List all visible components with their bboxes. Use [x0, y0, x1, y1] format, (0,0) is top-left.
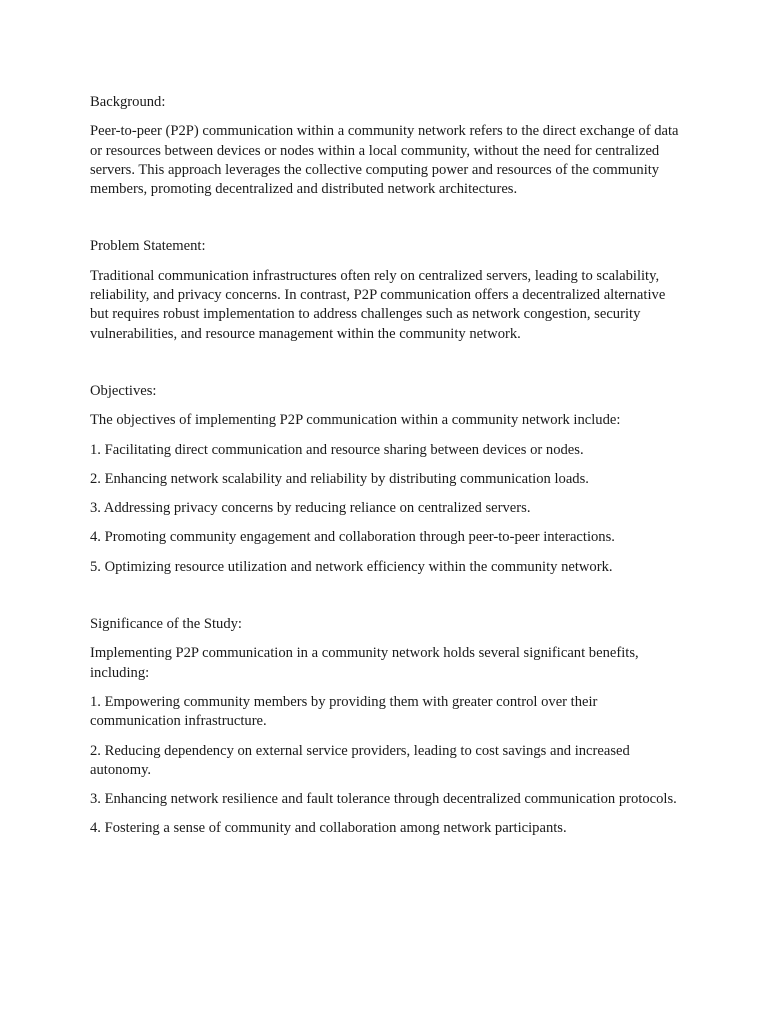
section-heading: Significance of the Study:	[90, 616, 242, 633]
paragraph-intro: The objectives of implementing P2P communication within a community network include:	[90, 412, 621, 429]
document-body	[90, 93, 686, 839]
section-heading: Background:	[90, 94, 166, 110]
section-heading: Objectives:	[90, 382, 157, 399]
list-item: 1. Facilitating direct communication and resource sharing between devices or nodes.	[90, 441, 584, 458]
paragraph-intro: Implementing P2P communication in a community network holds several significant benefits, including:	[90, 645, 639, 681]
list-item: 1. Empowering community members by providing them with greater control over their communication infrastructure.	[90, 693, 598, 730]
section-background	[90, 93, 686, 199]
paragraph: Peer-to-peer (P2P) communication within a community network refers to the direct exchange of data or resources between devices or nodes within a local community, without the need for centralized servers. This approach leverages the collective computing power and resources of the community members, promoting decentralized and distributed network architectures.	[90, 123, 679, 198]
list-item: 2. Reducing dependency on external service providers, leading to cost savings and increased autonomy.	[90, 742, 630, 778]
list-item: 3. Enhancing network resilience and fault tolerance through decentralized communication protocols.	[90, 791, 677, 808]
section-heading: Problem Statement:	[90, 238, 206, 255]
list-item: 4. Fostering a sense of community and collaboration among network participants.	[90, 820, 567, 837]
list-item: 5. Optimizing resource utilization and network efficiency within the community network.	[90, 558, 613, 575]
list-item: 4. Promoting community engagement and collaboration through peer-to-peer interactions.	[90, 529, 615, 546]
list-item: 3. Addressing privacy concerns by reducing reliance on centralized servers.	[90, 500, 531, 517]
list-item: 2. Enhancing network scalability and reliability by distributing communication loads.	[90, 470, 589, 487]
section-problem-statement	[90, 237, 686, 343]
paragraph: Traditional communication infrastructures often rely on centralized servers, leading to scalability, reliability, and privacy concerns. In contrast, P2P communication offers a decentralized alternative but requires robust implementation to address challenges such as network congestion, security vulnerabilities, and resource management within the community network.	[90, 267, 666, 342]
section-significance	[90, 615, 686, 839]
section-objectives	[90, 382, 686, 577]
